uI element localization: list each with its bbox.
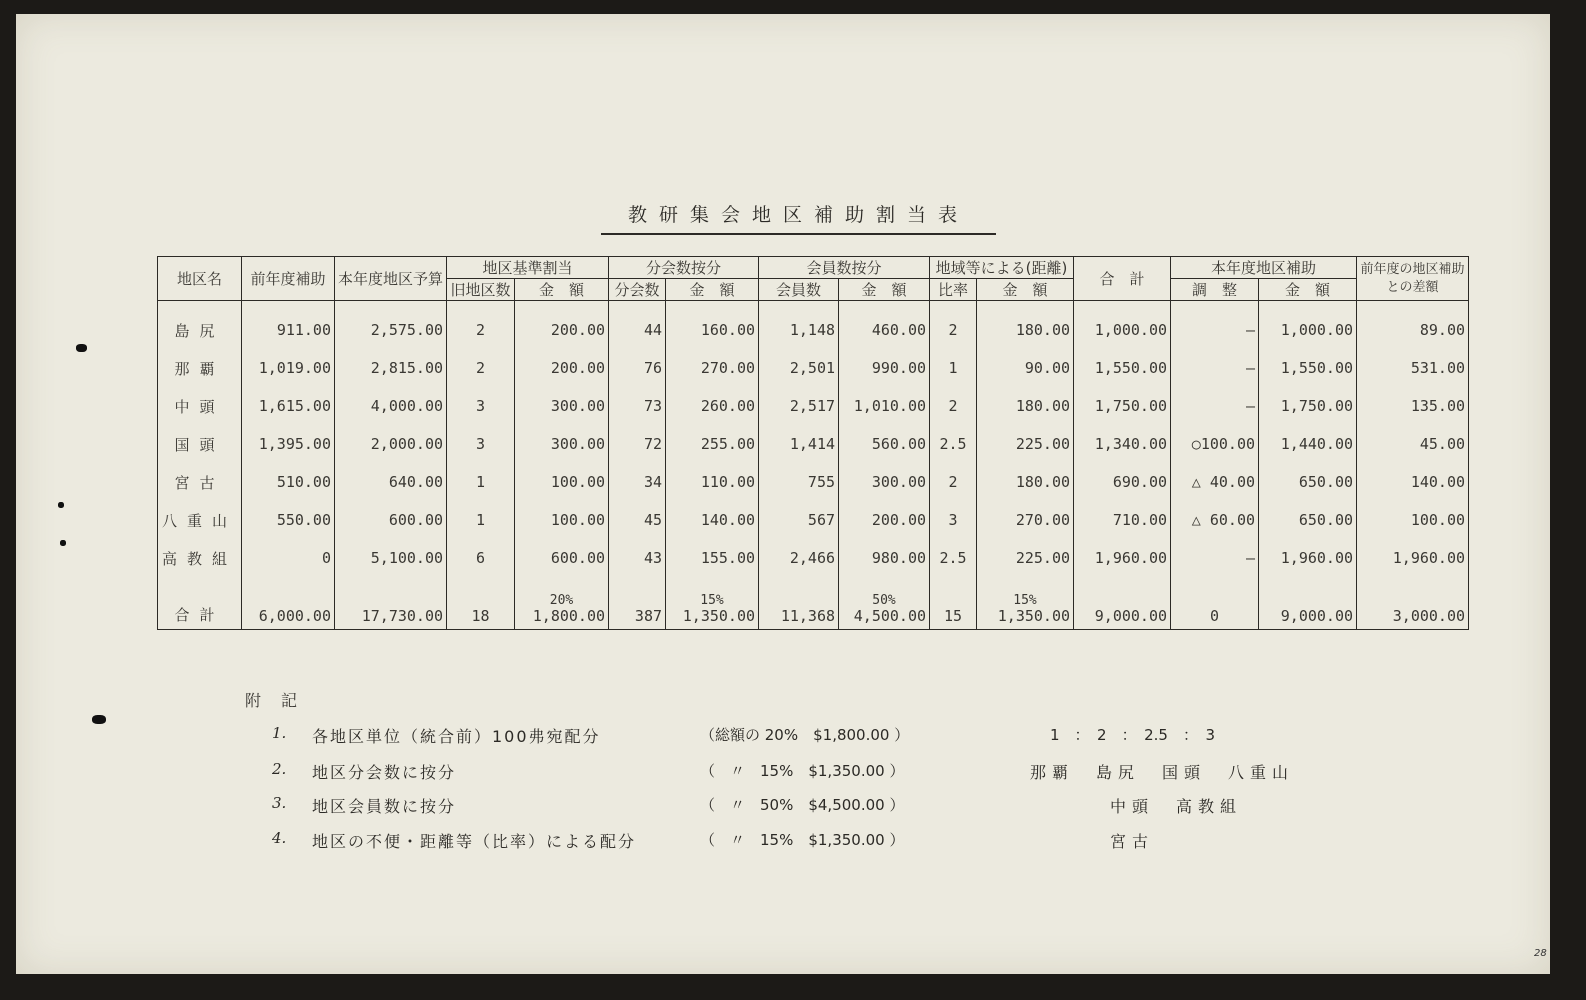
- header-total: 合 計: [1074, 257, 1171, 301]
- cell-prev: 0: [242, 539, 335, 577]
- cell-scount: 72: [609, 425, 666, 463]
- header-region: 地区名: [158, 257, 242, 301]
- ink-spot: [76, 344, 87, 352]
- header-budget: 本年度地区予算: [335, 257, 447, 301]
- cell-total: 690.00: [1074, 463, 1171, 501]
- cell-adj: —: [1171, 539, 1259, 577]
- cell-diff: 135.00: [1357, 387, 1469, 425]
- notes-section: [245, 688, 317, 725]
- cell-damt: 225.00: [977, 539, 1074, 577]
- total-cell-adj: 0: [1171, 577, 1259, 630]
- total-percent: 20%: [549, 593, 574, 608]
- cell-amt: 1,000.00: [1259, 301, 1357, 350]
- cell-scount: 73: [609, 387, 666, 425]
- cell-mamt: 1,010.00: [839, 387, 930, 425]
- cell-bcount: 3: [447, 387, 515, 425]
- cell-budget: 600.00: [335, 501, 447, 539]
- cell-total: 710.00: [1074, 501, 1171, 539]
- cell-prev: 1,395.00: [242, 425, 335, 463]
- cell-budget: 2,815.00: [335, 349, 447, 387]
- total-cell-ratio: 15: [930, 577, 977, 630]
- cell-damt: 180.00: [977, 463, 1074, 501]
- header-adjust: 調 整: [1171, 279, 1259, 301]
- header-base-amount: 金 額: [515, 279, 609, 301]
- cell-scount: 44: [609, 301, 666, 350]
- total-cell-samt: [666, 577, 759, 630]
- cell-bcount: 6: [447, 539, 515, 577]
- total-cell-damt: [977, 577, 1074, 630]
- note-text: 地区の不便・距離等（比率）による配分: [312, 832, 637, 851]
- total-value: 4,500.00: [853, 607, 927, 625]
- total-cell-amt: 9,000.00: [1259, 577, 1357, 630]
- cell-amt: 1,960.00: [1259, 539, 1357, 577]
- cell-diff: 89.00: [1357, 301, 1469, 350]
- cell-ratio: 2.5: [930, 425, 977, 463]
- note-percent: （総額の 20% $1,800.00 ）: [700, 726, 910, 744]
- cell-budget: 4,000.00: [335, 387, 447, 425]
- cell-total: 1,550.00: [1074, 349, 1171, 387]
- total-cell-mcount: 11,368: [759, 577, 839, 630]
- note-text: 地区会員数に按分: [312, 797, 457, 816]
- cell-mcount: 2,517: [759, 387, 839, 425]
- total-percent: 50%: [872, 593, 896, 608]
- total-row: [158, 577, 1469, 630]
- cell-samt: 260.00: [666, 387, 759, 425]
- cell-diff: 140.00: [1357, 463, 1469, 501]
- note-percent: （ 〃 50% $4,500.00 ）: [700, 796, 905, 814]
- region-name: 国頭: [158, 425, 242, 463]
- header-branch: 分会数按分: [609, 257, 759, 279]
- cell-budget: 2,575.00: [335, 301, 447, 350]
- ratio-group-3: 宮古: [1110, 832, 1155, 851]
- note-text: 各地区単位（統合前）100弗宛配分: [312, 727, 601, 746]
- cell-samt: 110.00: [666, 463, 759, 501]
- total-cell-prev: 6,000.00: [242, 577, 335, 630]
- note-number: 1.: [272, 724, 287, 742]
- total-value: 1,350.00: [997, 607, 1071, 625]
- cell-ratio: 2.5: [930, 539, 977, 577]
- cell-prev: 911.00: [242, 301, 335, 350]
- ratio-group-1: 那覇 島尻 国頭 八重山: [1030, 763, 1295, 782]
- cell-prev: 1,019.00: [242, 349, 335, 387]
- region-name: 島尻: [158, 301, 242, 350]
- cell-mcount: 1,148: [759, 301, 839, 350]
- cell-total: 1,000.00: [1074, 301, 1171, 350]
- cell-mcount: 2,466: [759, 539, 839, 577]
- total-percent: 15%: [1013, 593, 1037, 608]
- cell-mamt: 200.00: [839, 501, 930, 539]
- cell-damt: 225.00: [977, 425, 1074, 463]
- cell-adj: ○100.00: [1171, 425, 1259, 463]
- cell-mamt: 560.00: [839, 425, 930, 463]
- cell-bamt: 200.00: [515, 349, 609, 387]
- cell-bcount: 2: [447, 349, 515, 387]
- table-row: [158, 349, 1469, 387]
- cell-samt: 140.00: [666, 501, 759, 539]
- ratio-line: 1 ： 2 ： 2.5 ： 3: [1050, 726, 1215, 744]
- region-name: 宮古: [158, 463, 242, 501]
- cell-bamt: 300.00: [515, 425, 609, 463]
- total-cell-bamt: [515, 577, 609, 630]
- cell-ratio: 2: [930, 301, 977, 350]
- note-text: 地区分会数に按分: [312, 763, 457, 782]
- cell-bamt: 300.00: [515, 387, 609, 425]
- page-title: 教研集会地区補助割当表: [601, 200, 996, 235]
- header-members: 会員数按分: [759, 257, 930, 279]
- total-cell-diff: 3,000.00: [1357, 577, 1469, 630]
- cell-total: 1,960.00: [1074, 539, 1171, 577]
- total-cell-mamt: [839, 577, 930, 630]
- cell-damt: 180.00: [977, 387, 1074, 425]
- cell-prev: 510.00: [242, 463, 335, 501]
- cell-mcount: 1,414: [759, 425, 839, 463]
- cell-samt: 270.00: [666, 349, 759, 387]
- allocation-table: [157, 256, 1469, 630]
- header-prev-subsidy: 前年度補助: [242, 257, 335, 301]
- note-number: 3.: [272, 794, 287, 812]
- cell-adj: △ 60.00: [1171, 501, 1259, 539]
- cell-budget: 2,000.00: [335, 425, 447, 463]
- cell-ratio: 3: [930, 501, 977, 539]
- cell-budget: 5,100.00: [335, 539, 447, 577]
- cell-ratio: 1: [930, 349, 977, 387]
- region-name: 那覇: [158, 349, 242, 387]
- cell-damt: 90.00: [977, 349, 1074, 387]
- total-value: 1,800.00: [532, 607, 606, 625]
- cell-samt: 255.00: [666, 425, 759, 463]
- header-distance-ratio: 比率: [930, 279, 977, 301]
- cell-mcount: 2,501: [759, 349, 839, 387]
- cell-ratio: 2: [930, 387, 977, 425]
- notes-heading: 附記: [245, 691, 318, 710]
- cell-adj: —: [1171, 301, 1259, 350]
- cell-amt: 1,550.00: [1259, 349, 1357, 387]
- cell-total: 1,340.00: [1074, 425, 1171, 463]
- table-row: [158, 425, 1469, 463]
- table-row: [158, 301, 1469, 350]
- total-cell-budget: 17,730.00: [335, 577, 447, 630]
- note-percent: （ 〃 15% $1,350.00 ）: [700, 831, 905, 849]
- table-row: [158, 387, 1469, 425]
- cell-scount: 34: [609, 463, 666, 501]
- header-this-year: 本年度地区補助: [1171, 257, 1357, 279]
- header-branch-amount: 金 額: [666, 279, 759, 301]
- cell-mcount: 567: [759, 501, 839, 539]
- region-name: 八重山: [158, 501, 242, 539]
- total-cell-scount: 387: [609, 577, 666, 630]
- total-cell-name: 合計: [158, 577, 242, 630]
- cell-bcount: 1: [447, 463, 515, 501]
- cell-damt: 270.00: [977, 501, 1074, 539]
- cell-mamt: 300.00: [839, 463, 930, 501]
- note-number: 4.: [272, 829, 287, 847]
- header-branch-count: 分会数: [609, 279, 666, 301]
- cell-diff: 100.00: [1357, 501, 1469, 539]
- cell-ratio: 2: [930, 463, 977, 501]
- table-row: [158, 539, 1469, 577]
- region-name: 高教組: [158, 539, 242, 577]
- ink-spot: [60, 540, 66, 546]
- table-row: [158, 501, 1469, 539]
- total-percent: 15%: [700, 593, 724, 608]
- cell-adj: △ 40.00: [1171, 463, 1259, 501]
- cell-bcount: 1: [447, 501, 515, 539]
- header-members-count: 会員数: [759, 279, 839, 301]
- cell-prev: 550.00: [242, 501, 335, 539]
- cell-amt: 650.00: [1259, 463, 1357, 501]
- cell-samt: 155.00: [666, 539, 759, 577]
- total-value: 1,350.00: [682, 607, 756, 625]
- ratio-group-2: 中頭 高教組: [1110, 797, 1243, 816]
- table-row: [158, 463, 1469, 501]
- cell-total: 1,750.00: [1074, 387, 1171, 425]
- header-members-amount: 金 額: [839, 279, 930, 301]
- cell-scount: 45: [609, 501, 666, 539]
- header-distance: 地域等による(距離): [930, 257, 1074, 279]
- ink-spot: [58, 502, 64, 508]
- cell-bamt: 100.00: [515, 501, 609, 539]
- total-cell-bcount: 18: [447, 577, 515, 630]
- cell-amt: 1,750.00: [1259, 387, 1357, 425]
- cell-mamt: 460.00: [839, 301, 930, 350]
- header-diff: 前年度の地区補助との差額: [1357, 257, 1469, 301]
- cell-mamt: 980.00: [839, 539, 930, 577]
- note-percent: （ 〃 15% $1,350.00 ）: [700, 762, 905, 780]
- cell-mamt: 990.00: [839, 349, 930, 387]
- cell-bamt: 200.00: [515, 301, 609, 350]
- cell-bcount: 2: [447, 301, 515, 350]
- cell-scount: 76: [609, 349, 666, 387]
- cell-damt: 180.00: [977, 301, 1074, 350]
- cell-bamt: 100.00: [515, 463, 609, 501]
- region-name: 中頭: [158, 387, 242, 425]
- cell-mcount: 755: [759, 463, 839, 501]
- total-cell-total: 9,000.00: [1074, 577, 1171, 630]
- cell-adj: —: [1171, 387, 1259, 425]
- note-number: 2.: [272, 760, 287, 778]
- cell-bamt: 600.00: [515, 539, 609, 577]
- header-distance-amount: 金 額: [977, 279, 1074, 301]
- header-base: 地区基準割当: [447, 257, 609, 279]
- cell-diff: 1,960.00: [1357, 539, 1469, 577]
- header-this-amount: 金 額: [1259, 279, 1357, 301]
- ink-spot: [92, 715, 106, 724]
- cell-amt: 1,440.00: [1259, 425, 1357, 463]
- page-number: 28: [1534, 948, 1547, 959]
- cell-prev: 1,615.00: [242, 387, 335, 425]
- cell-samt: 160.00: [666, 301, 759, 350]
- cell-scount: 43: [609, 539, 666, 577]
- cell-diff: 531.00: [1357, 349, 1469, 387]
- cell-diff: 45.00: [1357, 425, 1469, 463]
- header-base-count: 旧地区数: [447, 279, 515, 301]
- cell-budget: 640.00: [335, 463, 447, 501]
- cell-bcount: 3: [447, 425, 515, 463]
- cell-adj: —: [1171, 349, 1259, 387]
- cell-amt: 650.00: [1259, 501, 1357, 539]
